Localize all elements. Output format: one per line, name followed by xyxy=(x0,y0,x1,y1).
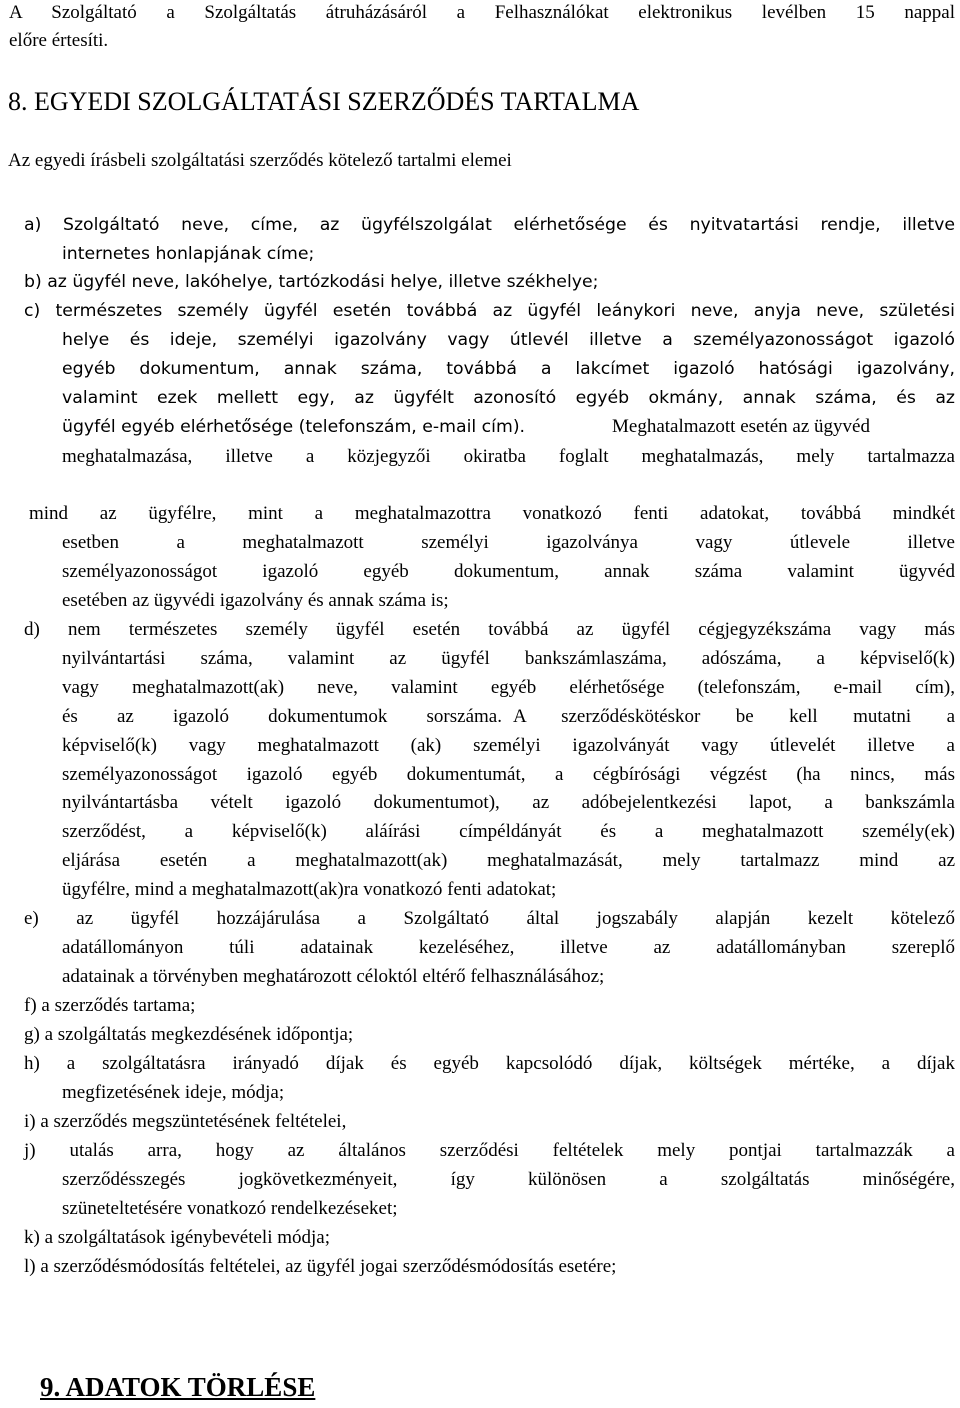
item-d-line-9: eljárása esetén a meghatalmazott(ak) meghatalmazását, mely tartalmazz mind az xyxy=(62,850,955,871)
item-c-line-5: ügyfél egyéb elérhetősége (telefonszám, e-mail cím). xyxy=(62,417,526,437)
item-d-line-10: ügyfélre, mind a meghatalmazott(ak)ra vonatkozó fenti adatokat; xyxy=(62,879,557,900)
item-i-line: i) a szerződés megszüntetésének feltételei, xyxy=(24,1111,347,1132)
intro-line-1: A Szolgáltató a Szolgáltatás átruházásáról a Felhasználókat elektronikus levélben 15 nappal xyxy=(9,2,955,23)
item-a-line-1: a) Szolgáltató neve, címe, az ügyfélszolgálat elérhetősége és nyitvatartási rendje, illetve xyxy=(24,215,955,235)
item-k-line: k) a szolgáltatások igénybevételi módja; xyxy=(24,1227,331,1248)
item-d-line-3: vagy meghatalmazott(ak) neve, valamint egyéb elérhetősége (telefonszám, e-mail cím), xyxy=(62,677,955,698)
item-c-line-4: valamint ezek mellett egy, az ügyfélt azonosító egyéb okmány, annak száma, és az xyxy=(62,388,955,408)
item-d-line-8: szerződést, a képviselő(k) aláírási címpéldányát és a meghatalmazott személy(ek) xyxy=(62,821,955,842)
section-8-subtitle: Az egyedi írásbeli szolgáltatási szerződés kötelező tartalmi elemei xyxy=(8,150,512,171)
item-a-line-2: internetes honlapjának címe; xyxy=(62,244,315,264)
item-d-line-4-cont: A szerződéskötéskor be kell mutatni a xyxy=(513,706,955,727)
item-f-line: f) a szerződés tartama; xyxy=(24,995,196,1016)
item-d-line-4: és az igazoló dokumentumok sorszáma. xyxy=(62,706,502,727)
item-d-line-6: személyazonosságot igazoló egyéb dokumentumát, a cégbírósági végzést (ha nincs, más xyxy=(62,764,955,785)
item-e-line-2: adatállományon túli adatainak kezeléséhez, illetve az adatállományban szereplő xyxy=(62,937,955,958)
item-j-line-1: j) utalás arra, hogy az általános szerződési feltételek mely pontjai tartalmazzák a xyxy=(24,1140,955,1161)
item-b-line: b) az ügyfél neve, lakóhelye, tartózkodási helye, illetve székhelye; xyxy=(24,272,599,292)
cont-line-2: esetben a meghatalmazott személyi igazolványa vagy útlevele illetve xyxy=(62,532,955,553)
item-j-line-3: szüneteltetésére vonatkozó rendelkezéseket; xyxy=(62,1198,398,1219)
item-e-line-3: adatainak a törvényben meghatározott céloktól eltérő felhasználásához; xyxy=(62,966,605,987)
section-8-title: 8. EGYEDI SZOLGÁLTATÁSI SZERZŐDÉS TARTALMA xyxy=(8,87,640,116)
item-h-line-2: megfizetésének ideje, módja; xyxy=(62,1082,285,1103)
cont-line-3: személyazonosságot igazoló egyéb dokumentum, annak száma valamint ügyvéd xyxy=(62,561,955,582)
item-h-line-1: h) a szolgáltatásra irányadó díjak és egyéb kapcsolódó díjak, költségek mértéke, a díjak xyxy=(24,1053,955,1074)
item-d-line-7: nyilvántartásba vételt igazoló dokumentumot), az adóbejelentkezési lapot, a bankszámla xyxy=(62,792,955,813)
intro-line-2: előre értesíti. xyxy=(9,30,109,51)
item-c-line-2: helye és ideje, személyi igazolvány vagy útlevél illetve a személyazonosságot igazoló xyxy=(62,330,955,350)
item-d-line-1: d) nem természetes személy ügyfél esetén továbbá az ügyfél cégjegyzékszáma vagy más xyxy=(24,619,955,640)
item-l-line: l) a szerződésmódosítás feltételei, az ügyfél jogai szerződésmódosítás esetére; xyxy=(24,1256,617,1277)
cont-line-4: esetében az ügyvédi igazolvány és annak száma is; xyxy=(62,590,449,611)
item-e-line-1: e) az ügyfél hozzájárulása a Szolgáltató által jogszabály alapján kezelt kötelező xyxy=(24,908,955,929)
item-c-line-5-cont: Meghatalmazott esetén az ügyvéd xyxy=(612,416,870,437)
item-c-line-3: egyéb dokumentum, annak száma, továbbá a lakcímet igazoló hatósági igazolvány, xyxy=(62,359,955,379)
item-j-line-2: szerződésszegés jogkövetkezményeit, így különösen a szolgáltatás minőségére, xyxy=(62,1169,955,1190)
item-c-line-1: c) természetes személy ügyfél esetén továbbá az ügyfél leánykori neve, anyja neve, születési xyxy=(24,301,955,321)
item-c-line-6: meghatalmazása, illetve a közjegyzői okiratba foglalt meghatalmazás, mely tartalmazza xyxy=(62,446,955,467)
item-d-line-2: nyilvántartási száma, valamint az ügyfél bankszámlaszáma, adószáma, a képviselő(k) xyxy=(62,648,955,669)
item-g-line: g) a szolgáltatás megkezdésének időpontja; xyxy=(24,1024,354,1045)
cont-line-1: mind az ügyfélre, mint a meghatalmazottra vonatkozó fenti adatokat, továbbá mindkét xyxy=(29,503,955,524)
item-d-line-5: képviselő(k) vagy meghatalmazott (ak) személyi igazolványát vagy útlevelét illetve a xyxy=(62,735,955,756)
section-9-title: 9. ADATOK TÖRLÉSE xyxy=(40,1372,316,1402)
